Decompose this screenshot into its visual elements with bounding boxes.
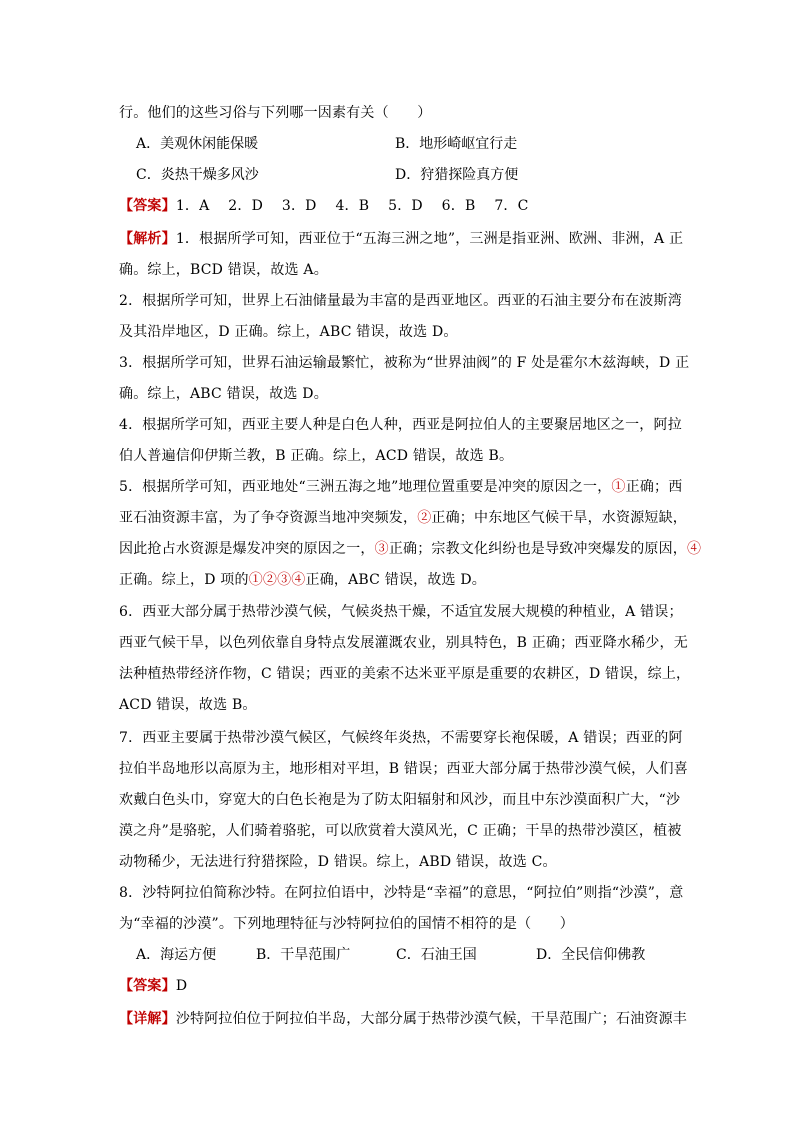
analysis-line: 确。综上，ABC 错误，故选 D。 xyxy=(119,386,328,402)
detail-text: 沙特阿拉伯位于阿拉伯半岛，大部分属于热带沙漠气候，干旱范围广；石油资源丰 xyxy=(175,1011,688,1027)
circled-number-3: ③ xyxy=(374,541,389,557)
option-b: B．地形崎岖宜行走 xyxy=(395,136,518,152)
analysis-line: 6．西亚大部分属于热带沙漠气候，气候炎热干燥，不适宜发展大规模的种植业，A 错误； xyxy=(119,604,683,620)
option-a: A．美观休闲能保暖 xyxy=(136,136,259,152)
q8-answer-line xyxy=(119,977,187,995)
q8-option-a: A．海运方便 xyxy=(136,947,217,963)
option-c: C．炎热干燥多风沙 xyxy=(136,167,259,183)
circled-numbers: ①②③④ xyxy=(248,572,306,588)
q8-option-d: D．全民信仰佛教 xyxy=(536,947,646,963)
answer-text: 1．A 2．D 3．D 4．B 5．D 6．B 7．C xyxy=(175,198,529,214)
question-stem-line: 行。他们的这些习俗与下列哪一因素有关（ ） xyxy=(119,105,432,121)
analysis-text: 因此抢占水资源是爆发冲突的原因之一， xyxy=(119,541,375,557)
analysis-line: ACD 错误，故选 B。 xyxy=(119,697,257,713)
analysis-line xyxy=(119,230,683,248)
analysis-line: 确。综上，BCD 错误，故选 A。 xyxy=(119,262,328,278)
circled-number-4: ④ xyxy=(687,541,702,557)
analysis-line: 7．西亚主要属于热带沙漠气候区，气候终年炎热，不需要穿长袍保暖，A 错误；西亚的阿 xyxy=(119,730,683,746)
answer-text: D xyxy=(175,978,188,994)
analysis-line xyxy=(119,571,486,589)
analysis-line: 漠之舟”是骆驼，人们骑着骆驼，可以欣赏着大漠风光，C 正确；干旱的热带沙漠区，植被 xyxy=(119,823,682,839)
analysis-line: 2．根据所学可知，世界上石油储量最为丰富的是西亚地区。西亚的石油主要分布在波斯湾 xyxy=(119,293,682,309)
analysis-line: 西亚气候干旱，以色列依靠自身特点发展灌溉农业，别具特色，B 正确；西亚降水稀少，无 xyxy=(119,635,688,651)
option-d: D．狩猎探险真方便 xyxy=(395,167,519,183)
question-8-line: 为“幸福的沙漠”。下列地理特征与沙特阿拉伯的国情不相符的是（ ） xyxy=(119,916,574,932)
question-8-line: 8．沙特阿拉伯简称沙特。在阿拉伯语中，沙特是“幸福”的意思，“阿拉伯”则指“沙漠”，意 xyxy=(119,885,684,901)
analysis-line: 动物稀少，无法进行狩猎探险，D 错误。综上，ABD 错误，故选 C。 xyxy=(119,854,557,870)
detail-tag: 【详解】 xyxy=(119,1011,176,1027)
answer-line xyxy=(119,197,529,215)
analysis-text: 正确，ABC 错误，故选 D。 xyxy=(305,572,486,588)
analysis-text: 1．根据所学可知，西亚位于“五海三洲之地”，三洲是指亚洲、欧洲、非洲，A 正 xyxy=(175,231,684,247)
q8-detail-line xyxy=(119,1010,687,1028)
analysis-line: 4．根据所学可知，西亚主要人种是白色人种，西亚是阿拉伯人的主要聚居地区之一，阿拉 xyxy=(119,417,682,433)
analysis-text: 正确。综上，D 项的 xyxy=(119,572,249,588)
analysis-text: 正确；中东地区气候干旱，水资源短缺， xyxy=(431,510,688,526)
analysis-text: 5．根据所学可知，西亚地处“三洲五海之地”地理位置重要是冲突的原因之一， xyxy=(119,479,612,495)
analysis-line: 拉伯半岛地形以高原为主，地形相对平坦，B 错误；西亚大部分属于热带沙漠气候，人们喜 xyxy=(119,761,688,777)
analysis-text: 正确；西 xyxy=(625,479,683,495)
circled-number-1: ① xyxy=(611,479,626,495)
analysis-line xyxy=(119,478,682,496)
circled-number-2: ② xyxy=(417,510,432,526)
analysis-line: 欢戴白色头巾，穿宽大的白色长袍是为了防太阳辐射和风沙，而且中东沙漠面积广大，“沙 xyxy=(119,792,681,808)
analysis-text: 正确；宗教文化纠纷也是导致冲突爆发的原因， xyxy=(388,541,688,557)
answer-tag: 【答案】 xyxy=(119,198,176,214)
analysis-tag: 【解析】 xyxy=(119,231,176,247)
q8-option-b: B．干旱范围广 xyxy=(256,947,351,963)
analysis-line: 3．根据所学可知，世界石油运输最繁忙，被称为“世界油阀”的 F 处是霍尔木兹海峡，D 正 xyxy=(119,355,690,371)
analysis-line: 及其沿岸地区，D 正确。综上，ABC 错误，故选 D。 xyxy=(119,324,458,340)
analysis-line: 法种植热带经济作物，C 错误；西亚的美索不达米亚平原是重要的农耕区，D 错误，综上， xyxy=(119,666,691,682)
analysis-line: 伯人普遍信仰伊斯兰教，B 正确。综上，ACD 错误，故选 B。 xyxy=(119,448,514,464)
analysis-text: 亚石油资源丰富，为了争夺资源当地冲突频发， xyxy=(119,510,418,526)
q8-option-c: C．石油王国 xyxy=(396,947,477,963)
analysis-line xyxy=(119,509,687,527)
answer-tag: 【答案】 xyxy=(119,978,176,994)
analysis-line xyxy=(119,540,701,558)
